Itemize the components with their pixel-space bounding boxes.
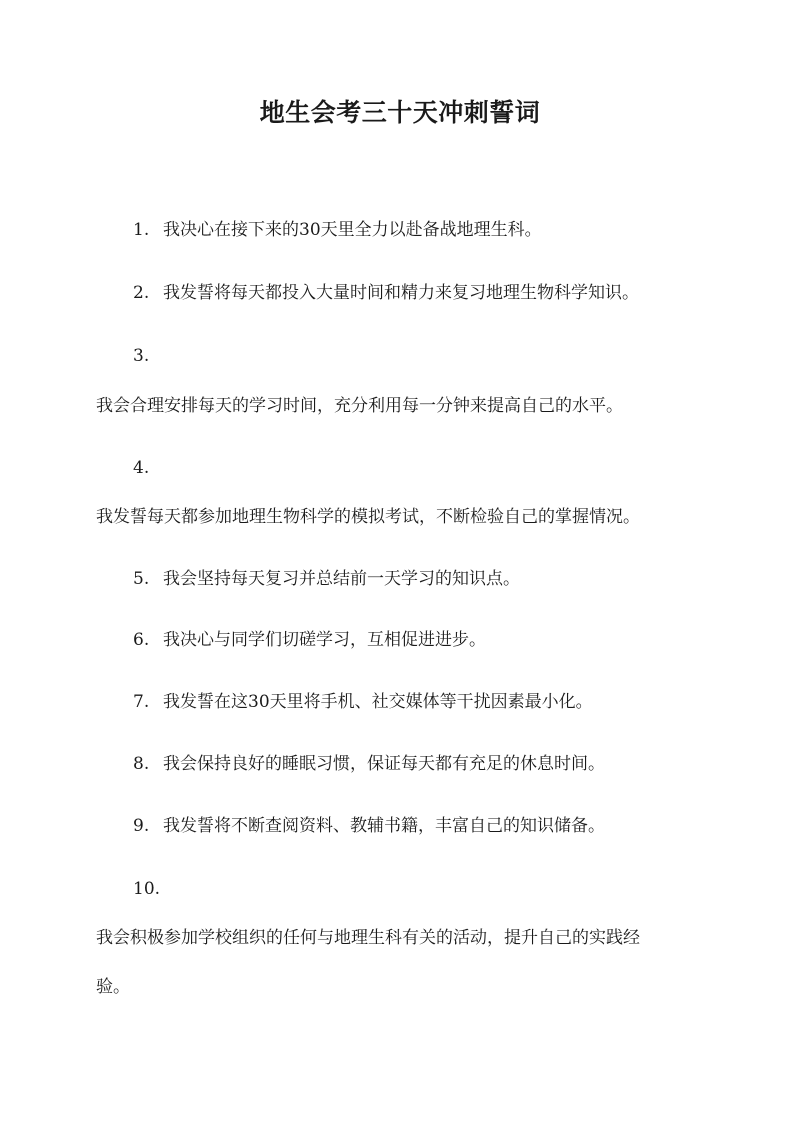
item-number: 6. (133, 630, 150, 650)
item-text: 我会积极参加学校组织的任何与地理生科有关的活动，提升自己的实践经 (96, 928, 640, 948)
item-number: 2. (133, 283, 150, 303)
item-text: 我决心在接下来的30天里全力以赴备战地理生科。 (163, 220, 542, 240)
list-item (133, 689, 593, 715)
item-number: 4. (133, 458, 150, 478)
list-item (133, 813, 605, 839)
item-number: 1. (133, 220, 150, 240)
item-text: 我会坚持每天复习并总结前一天学习的知识点。 (163, 569, 520, 589)
list-item (133, 217, 542, 243)
item-text: 我发誓在这30天里将手机、社交媒体等干扰因素最小化。 (163, 692, 593, 712)
list-item (133, 751, 605, 777)
item-number: 7. (133, 692, 150, 712)
item-number: 3. (133, 346, 150, 366)
item-text: 我决心与同学们切磋学习，互相促进进步。 (163, 630, 486, 650)
item-text: 我会合理安排每天的学习时间，充分利用每一分钟来提高自己的水平。 (96, 396, 623, 416)
item-text: 我发誓将每天都投入大量时间和精力来复习地理生物科学知识。 (163, 283, 639, 303)
item-text: 我发誓将不断查阅资料、教辅书籍，丰富自己的知识储备。 (163, 816, 605, 836)
item-number: 9. (133, 816, 150, 836)
list-item (133, 627, 486, 653)
item-number: 10. (133, 879, 161, 899)
list-item (133, 566, 520, 592)
list-item (133, 280, 639, 306)
item-text: 我发誓每天都参加地理生物科学的模拟考试，不断检验自己的掌握情况。 (96, 507, 640, 527)
page-title: 地生会考三十天冲刺誓词 (259, 98, 541, 127)
item-number: 5. (133, 569, 150, 589)
item-number: 8. (133, 754, 150, 774)
item-text-continuation: 验。 (96, 977, 130, 997)
item-text: 我会保持良好的睡眠习惯，保证每天都有充足的休息时间。 (163, 754, 605, 774)
